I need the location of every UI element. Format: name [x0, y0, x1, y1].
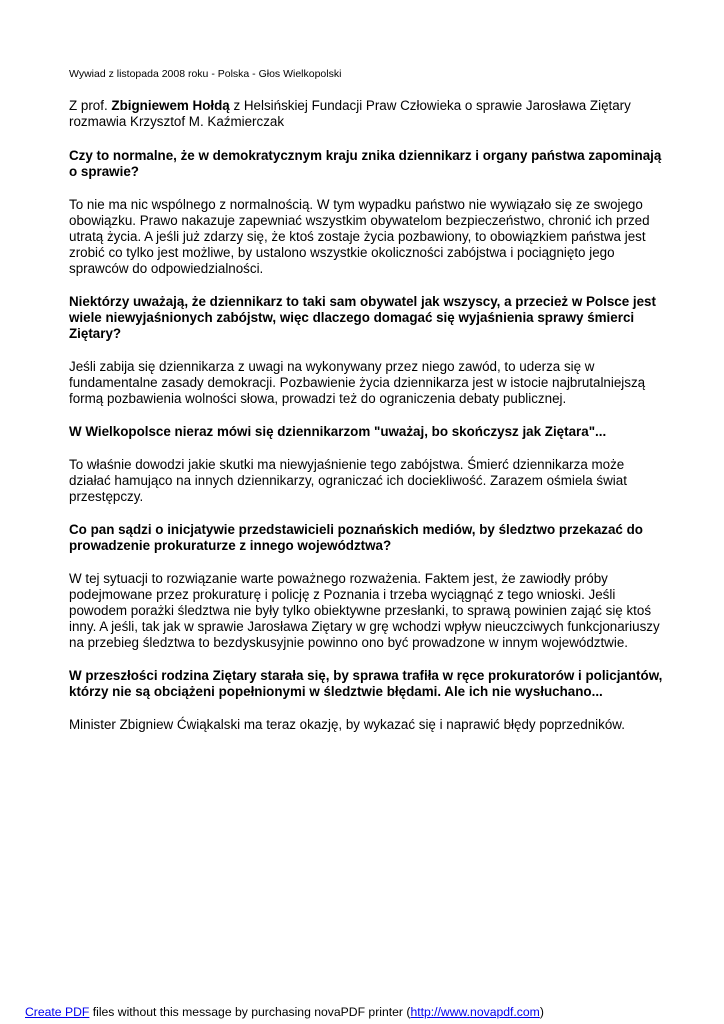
intro-suffix: z Helsińskiej Fundacji Praw Człowieka o sprawie Jarosława Ziętary rozmawia Krzysztof M. Kaźmierczak [69, 98, 631, 129]
document-header: Wywiad z listopada 2008 roku - Polska - Głos Wielkopolski [69, 68, 342, 80]
answer-4: W tej sytuacji to rozwiązanie warte poważnego rozważenia. Faktem jest, że zawiodły próby podejmowane przez prokuraturę i policję z Poznania i trzeba wyciągnąć z tego wnioski. Jeśli powodem porażki śledztwa nie były tylko obiektywne przesłanki, to sprawą powinien zająć się ktoś inny. A jeśli, tak jak w sprawie Jarosława Ziętary w grę wchodzi wpływ nieuczciwych funkcjonariuszy na przebieg śledztwa to bezdyskusyjnie powinno ono być prowadzone w innym województwie. [69, 571, 660, 650]
answer-1: To nie ma nic wspólnego z normalnością. W tym wypadku państwo nie wywiązało się ze swojego obowiązku. Prawo nakazuje zapewniać wszystkim obywatelom bezpieczeństwo, chronić ich przed utratą życia. A jeśli już zdarzy się, że ktoś zostaje życia pozbawiony, to obowiązkiem państwa jest zrobić co tylko jest możliwe, by ustalono wszystkie okoliczności zabójstwa i pociągnięto jego sprawców do odpowiedzialności. [69, 197, 650, 276]
question-1: Czy to normalne, że w demokratycznym kraju znika dziennikarz i organy państwa zapominają o sprawie? [69, 148, 662, 179]
document-page [69, 68, 669, 750]
novapdf-url-link[interactable]: http://www.novapdf.com [410, 1005, 540, 1019]
question-4: Co pan sądzi o inicjatywie przedstawicieli poznańskich mediów, by śledztwo przekazać do prowadzenie prokuraturze z innego województwa? [69, 522, 643, 553]
question-2: Niektórzy uważają, że dziennikarz to taki sam obywatel jak wszyscy, a przecież w Polsce jest wiele niewyjaśnionych zabójstw, więc dlaczego domagać się wyjaśnienia sprawy śmierci Ziętary? [69, 294, 656, 341]
question-3: W Wielkopolsce nieraz mówi się dziennikarzom "uważaj, bo skończysz jak Ziętara"... [69, 424, 607, 439]
footer-text: files without this message by purchasing novaPDF printer ( [89, 1005, 411, 1019]
intro-prefix: Z prof. [69, 98, 112, 113]
footer-close-paren: ) [539, 1005, 544, 1019]
pdf-watermark-footer [25, 1005, 715, 1020]
create-pdf-link[interactable]: Create PDF [25, 1005, 90, 1019]
question-5: W przeszłości rodzina Ziętary starała się, by sprawa trafiła w ręce prokuratorów i policjantów, którzy nie są obciążeni popełnionymi w śledztwie błędami. Ale ich nie wysłuchano... [69, 668, 663, 699]
answer-5: Minister Zbigniew Ćwiąkalski ma teraz okazję, by wykazać się i naprawić błędy poprzedników. [69, 717, 625, 732]
answer-2: Jeśli zabija się dziennikarza z uwagi na wykonywany przez niego zawód, to uderza się w fundamentalne zasady demokracji. Pozbawienie życia dziennikarza jest w istocie najbrutalniejszą formą pozbawienia wolności słowa, prowadzi też do ograniczenia debaty publicznej. [69, 359, 646, 406]
answer-3: To właśnie dowodzi jakie skutki ma niewyjaśnienie tego zabójstwa. Śmierć dziennikarza może działać hamująco na innych dziennikarzy, ograniczać ich dociekliwość. Zarazem ośmiela świat przestępczy. [69, 457, 627, 504]
interview-intro [69, 98, 669, 130]
interviewee-name: Zbigniewem Hołdą [111, 98, 230, 113]
